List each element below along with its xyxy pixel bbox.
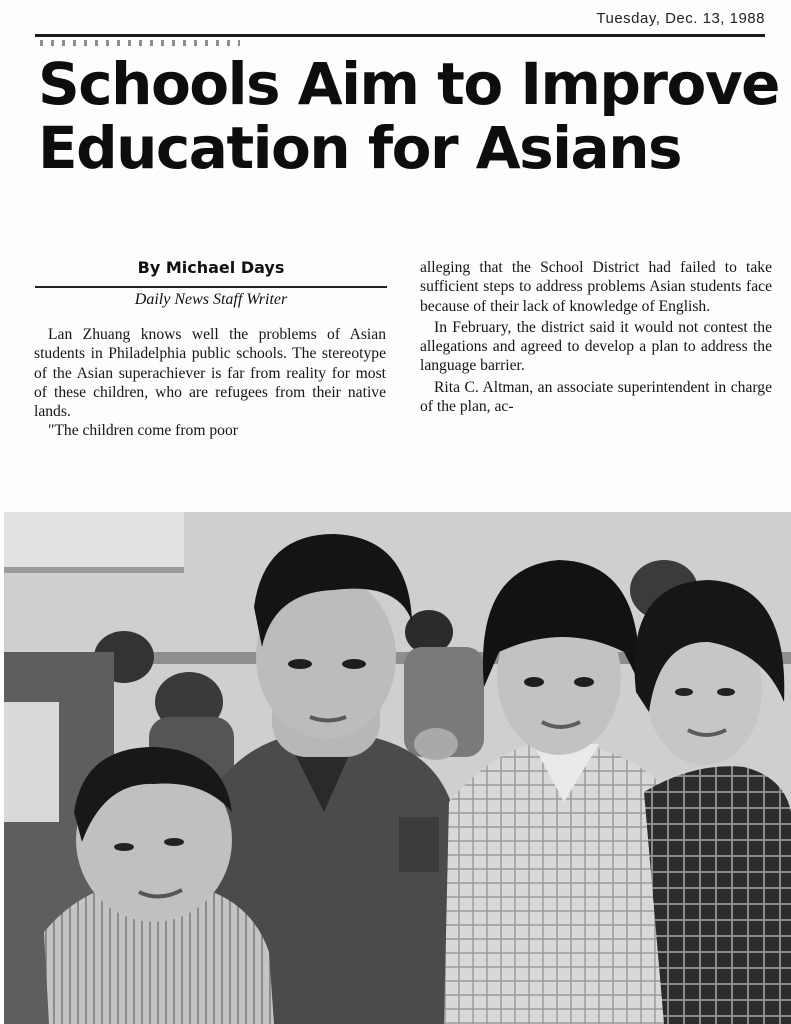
article-column-left xyxy=(34,325,386,441)
photo-illustration xyxy=(4,512,791,1024)
byline: By Michael Days xyxy=(137,258,285,277)
paragraph: alleging that the School District had failed to take sufficient steps to address problems Asian students face because of their lack of knowledge of English. xyxy=(420,259,772,315)
print-specks xyxy=(40,40,240,46)
hand-on-shoulder xyxy=(414,728,458,760)
staff-writer-line: Daily News Staff Writer xyxy=(134,291,288,308)
article-column-right xyxy=(420,258,772,416)
publication-date: Tuesday, Dec. 13, 1988 xyxy=(596,10,765,27)
masthead-rule xyxy=(35,34,765,37)
headline-line-1: Schools Aim to Improve xyxy=(38,50,780,118)
classroom-photo xyxy=(4,512,791,1024)
paragraph: "The children come from poor xyxy=(48,422,238,440)
paragraph: In February, the district said it would not contest the allegations and agreed to develop a plan to address the language barrier. xyxy=(420,318,772,375)
headline-line-2: Education for Asians xyxy=(38,114,682,182)
paragraph: Rita C. Altman, an associate superintendent in charge of the plan, ac- xyxy=(420,378,772,416)
paragraph: Lan Zhuang knows well the problems of Asian students in Philadelphia public schools. The stereotype of the Asian superachiever is far from reality for most of these children, who are refugees from their native lands. xyxy=(34,326,386,421)
headline xyxy=(38,52,778,180)
byline-rule xyxy=(35,286,387,288)
